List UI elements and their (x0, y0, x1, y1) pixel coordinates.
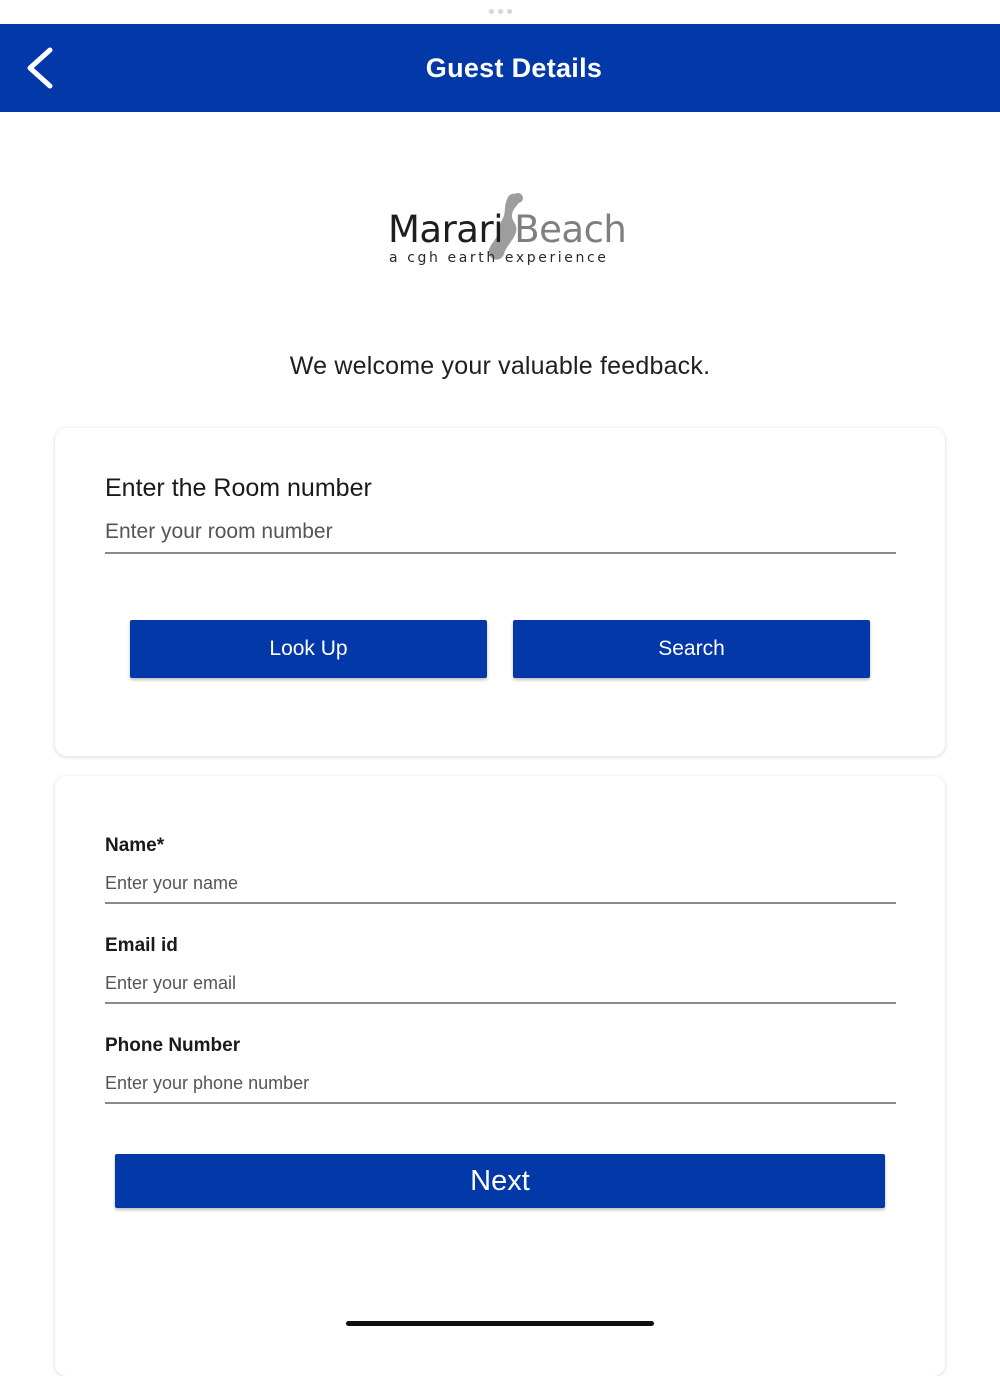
multitasking-dots-icon[interactable] (489, 9, 512, 14)
status-strip (0, 0, 1000, 24)
phone-label: Phone Number (105, 1035, 241, 1056)
app-bar (0, 24, 1000, 112)
look-up-button[interactable]: Look Up (130, 620, 487, 678)
page-title: Guest Details (425, 53, 603, 83)
home-indicator[interactable] (346, 1321, 654, 1326)
logo-wordmark (388, 208, 626, 251)
room-number-input[interactable] (105, 512, 896, 554)
room-lookup-card (55, 428, 945, 756)
next-button[interactable]: Next (115, 1154, 885, 1208)
search-button[interactable]: Search (513, 620, 870, 678)
logo-name-part1: Marari (388, 208, 503, 251)
name-label: Name* (105, 835, 165, 856)
marari-beach-logo (380, 186, 627, 276)
room-number-heading: Enter the Room number (105, 474, 372, 502)
welcome-text: We welcome your valuable feedback. (289, 352, 711, 380)
phone-input[interactable] (105, 1064, 896, 1104)
name-input[interactable] (105, 864, 896, 904)
logo-name-part2: Beach (514, 208, 627, 251)
guest-details-card (55, 776, 945, 1376)
email-input[interactable] (105, 964, 896, 1004)
email-label: Email id (105, 935, 178, 956)
logo-tagline: a cgh earth experience (389, 250, 609, 266)
